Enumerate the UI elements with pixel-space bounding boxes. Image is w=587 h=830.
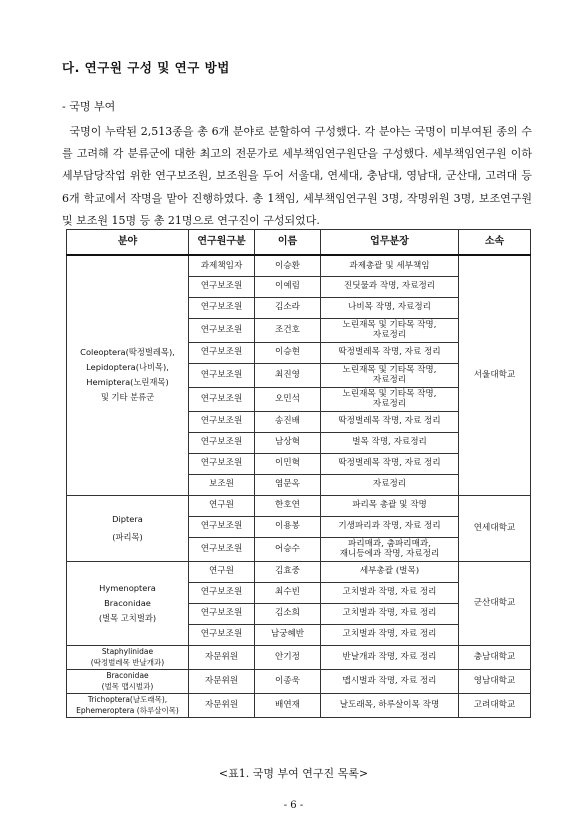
field-line: Hemiptera(노린재목) [86,377,169,388]
field-line: Hymenoptera [99,582,156,593]
header-name: 이름 [255,230,321,256]
name-cell: 이예림 [255,276,321,297]
affiliation-cell: 연세대학교 [459,495,531,561]
duty-cell [321,693,459,717]
research-team-table [66,229,531,718]
role-cell: 자문위원 [189,669,255,693]
field-line: Lepidoptera(나비목), [86,362,169,373]
role-cell: 연구보조원 [189,411,255,432]
header-role: 연구원구분 [189,230,255,256]
duty-line: 딱정벌레목 작명, 자료 정리 [338,458,441,469]
name-cell: 이승현 [255,342,321,363]
duty-cell [321,363,459,387]
name-cell: 이민혁 [255,453,321,474]
role-cell: 연구보조원 [189,387,255,411]
duty-cell [321,645,459,669]
header-duty: 업무분장 [321,230,459,256]
table-row [67,495,531,516]
duty-cell [321,603,459,624]
field-line: Braconidae [106,671,149,680]
table-row [67,645,531,669]
duty-line: 딱정벌레목 작명, 자료 정리 [338,416,441,427]
affiliation-cell: 충남대학교 [459,645,531,669]
role-cell: 연구보조원 [189,297,255,318]
affiliation-cell: 서울대학교 [459,255,531,495]
role-cell: 보조원 [189,474,255,495]
duty-line: 기생파리과 작명, 자료 정리 [338,521,441,532]
role-cell: 연구보조원 [189,582,255,603]
duty-cell [321,582,459,603]
duty-line: 맵시벌과 작명, 자료 정리 [342,675,437,686]
name-cell: 김효중 [255,561,321,582]
duty-line: 딱정벌레목 작명, 자료 정리 [338,347,441,358]
role-cell: 연구보조원 [189,318,255,342]
table-header-row [67,230,531,256]
duty-line: 진딧물과 작명, 자료정리 [343,281,436,292]
table-row [67,693,531,717]
section-heading: 다. 연구원 구성 및 연구 방법 [62,60,230,75]
role-cell: 연구원 [189,561,255,582]
role-cell: 연구보조원 [189,432,255,453]
duty-line: 파리매과, 춤파리매과, [348,538,431,549]
header-field: 분야 [67,230,189,256]
name-cell: 한호연 [255,495,321,516]
name-cell: 김소라 [255,297,321,318]
duty-cell [321,342,459,363]
duty-cell [321,411,459,432]
role-cell: 연구보조원 [189,624,255,645]
duty-line: 세부총괄 (벌목) [359,566,420,577]
affiliation-cell: 영남대학교 [459,669,531,693]
body-paragraph-text: 국명이 누락된 2,513종을 총 6개 분야로 분할하여 구성했다. 각 분야는 국명이 미부여된 종의 수를 고려해 각 분류군에 대한 최고의 전문가로 세부책임연구원단을 구성했다. 세부책임연구원 이하 세부담당작업 위한 연구보조원, 보조원을 두어 서울대, 연세대, 충남대, 영남대, 군산대, 고려대 등 6개 학교에서 작명을 맡아 진행하였다. 총 1책임, 세부책임연구원 3명, 작명위원 3명, 보조연구원 및 보조원 15명 등 총 21명으로 연구진이 구성되었다. [62,125,532,227]
role-cell: 과제책임자 [189,255,255,276]
duty-line: 파리목 총괄 및 작명 [352,500,427,511]
field-cell [67,255,189,495]
name-cell: 어승수 [255,537,321,561]
role-cell: 연구보조원 [189,603,255,624]
duty-line: 벌목 작명, 자료정리 [352,437,427,448]
field-line: 및 기타 분류군 [100,392,155,403]
name-cell: 조건호 [255,318,321,342]
duty-line: 노린재목 및 기타목 작명, [342,364,437,375]
duty-cell [321,561,459,582]
role-cell: 연구보조원 [189,342,255,363]
table-caption: <표1. 국명 부여 연구진 목록> [218,767,369,780]
duty-line: 고치벌과 작명, 자료 정리 [342,629,437,640]
role-cell: 연구보조원 [189,276,255,297]
role-cell: 연구보조원 [189,363,255,387]
duty-line: 자료정리 [372,375,407,385]
name-cell: 이종욱 [255,669,321,693]
header-affiliation: 소속 [459,230,531,256]
name-cell: 남상혁 [255,432,321,453]
field-cell [67,669,189,693]
duty-line: 자료정리 [372,479,407,490]
field-line: Braconidae [104,597,151,608]
field-line: (벌목 맵시벌과) [101,682,154,691]
field-cell [67,645,189,669]
duty-cell [321,495,459,516]
role-cell: 자문위원 [189,645,255,669]
name-cell: 오민석 [255,387,321,411]
field-line: (딱정벌레목 반날개과) [90,658,165,667]
field-cell [67,561,189,645]
duty-line: 고치벌과 작명, 자료 정리 [342,587,437,598]
duty-line: 과제총괄 및 세부책임 [349,260,430,271]
duty-cell [321,537,459,561]
field-line: Ephemeroptera (하루살이목) [76,706,179,715]
name-cell: 이용봉 [255,516,321,537]
duty-cell [321,387,459,411]
name-cell: 염문옥 [255,474,321,495]
duty-cell [321,516,459,537]
duty-line: 날도래목, 하루살이목 작명 [339,699,440,710]
duty-line: 재니등에과 작명, 자료정리 [339,549,440,559]
duty-cell [321,474,459,495]
table-row [67,669,531,693]
subsection-heading: - 국명 부여 [62,100,116,113]
field-cell [67,693,189,717]
name-cell: 김소희 [255,603,321,624]
role-cell: 연구보조원 [189,453,255,474]
field-line: Trichoptera(날도래목), [87,695,168,704]
affiliation-cell: 고려대학교 [459,693,531,717]
affiliation-cell: 군산대학교 [459,561,531,645]
table-body [67,255,531,717]
body-paragraph [62,121,532,232]
duty-line: 자료정리 [372,399,407,409]
duty-cell [321,453,459,474]
field-line: (벌목 고치벌과) [98,612,157,623]
role-cell: 자문위원 [189,693,255,717]
role-cell: 연구보조원 [189,537,255,561]
name-cell: 송진배 [255,411,321,432]
duty-line: 자료정리 [372,330,407,340]
duty-cell [321,669,459,693]
field-line: (파리목) [112,532,143,542]
name-cell: 이승환 [255,255,321,276]
table-row [67,561,531,582]
name-cell: 배연재 [255,693,321,717]
field-line: Diptera [112,514,143,524]
table-row [67,255,531,276]
role-cell: 연구원 [189,495,255,516]
page-number: - 6 - [283,800,304,811]
field-line: Staphylinidae [101,647,154,656]
duty-line: 반날개과 작명, 자료 정리 [342,651,437,662]
duty-cell [321,624,459,645]
name-cell: 최진영 [255,363,321,387]
field-cell [67,495,189,561]
duty-line: 노린재목 및 기타목 작명, [342,388,437,399]
duty-cell [321,297,459,318]
name-cell: 최수빈 [255,582,321,603]
duty-line: 고치벌과 작명, 자료 정리 [342,608,437,619]
duty-cell [321,276,459,297]
duty-line: 노린재목 및 기타목 작명, [342,319,437,330]
duty-cell [321,255,459,276]
field-line: Coleoptera(딱정벌레목), [80,347,175,358]
duty-cell [321,318,459,342]
role-cell: 연구보조원 [189,516,255,537]
duty-line: 나비목 작명, 자료정리 [348,302,431,313]
name-cell: 남궁혜반 [255,624,321,645]
name-cell: 안기정 [255,645,321,669]
duty-cell [321,432,459,453]
